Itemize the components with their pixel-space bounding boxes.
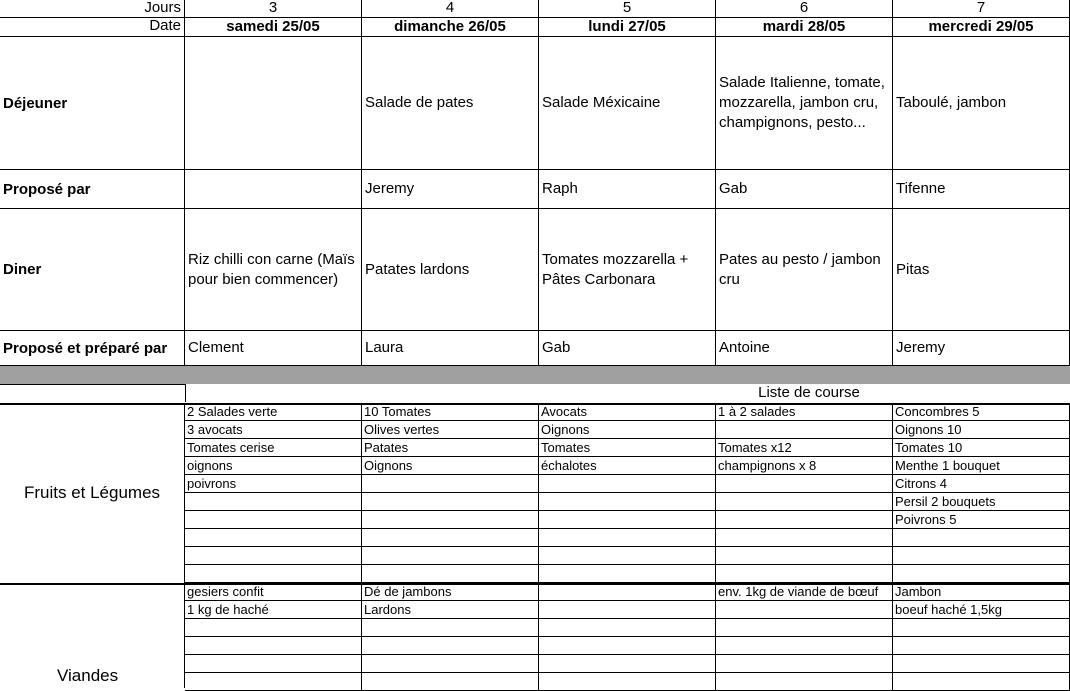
fruits-cell[interactable] (185, 529, 362, 547)
row-diner-label: Diner (0, 209, 185, 331)
day-number[interactable]: 3 (185, 0, 362, 18)
viandes-cell[interactable] (185, 619, 362, 637)
liste-de-course-title: Liste de course (758, 385, 860, 401)
viandes-cell[interactable]: env. 1kg de viande de bœuf (716, 583, 893, 601)
separator-band (0, 366, 1070, 384)
fruits-cell[interactable] (539, 565, 716, 583)
row-propose-par-label: Proposé par (0, 170, 185, 209)
viandes-cell[interactable] (362, 673, 539, 691)
row-propose-par-cell[interactable]: Gab (716, 170, 893, 209)
day-date[interactable]: mardi 28/05 (716, 18, 893, 37)
viandes-cell[interactable] (185, 637, 362, 655)
fruits-cell[interactable]: oignons (185, 457, 362, 475)
fruits-cell[interactable]: 3 avocats (185, 421, 362, 439)
viandes-label: Viandes (0, 583, 185, 688)
viandes-cell[interactable] (893, 673, 1070, 691)
viandes-cell[interactable] (539, 601, 716, 619)
fruits-cell[interactable]: Poivrons 5 (893, 511, 1070, 529)
row-dejeuner-cell[interactable] (185, 37, 362, 170)
fruits-cell[interactable] (539, 547, 716, 565)
row-diner-cell[interactable]: Patates lardons (362, 209, 539, 331)
viandes-cell[interactable] (716, 601, 893, 619)
fruits-cell[interactable] (716, 421, 893, 439)
row-propose-par-cell[interactable]: Tifenne (893, 170, 1070, 209)
fruits-cell[interactable] (362, 511, 539, 529)
row-diner-cell[interactable]: Riz chilli con carne (Maïs pour bien commencer) (185, 209, 362, 331)
fruits-cell[interactable]: 10 Tomates (362, 403, 539, 421)
date-label: Date (0, 18, 185, 37)
viandes-cell[interactable]: Dé de jambons (362, 583, 539, 601)
viandes-cell[interactable] (539, 619, 716, 637)
fruits-cell[interactable] (716, 511, 893, 529)
viandes-cell[interactable] (893, 655, 1070, 673)
row-prepare-par-label: Proposé et préparé par (0, 331, 185, 366)
viandes-cell[interactable] (716, 673, 893, 691)
fruits-cell[interactable] (716, 529, 893, 547)
fruits-cell[interactable]: champignons x 8 (716, 457, 893, 475)
fruits-cell[interactable] (362, 475, 539, 493)
grid-line (185, 384, 186, 402)
fruits-cell[interactable]: Olives vertes (362, 421, 539, 439)
fruits-cell[interactable] (539, 493, 716, 511)
fruits-cell[interactable] (893, 547, 1070, 565)
viandes-cell[interactable]: boeuf haché 1,5kg (893, 601, 1070, 619)
viandes-cell[interactable]: gesiers confit (185, 583, 362, 601)
row-diner-cell[interactable]: Pates au pesto / jambon cru (716, 209, 893, 331)
row-dejeuner-cell[interactable]: Salade Méxicaine (539, 37, 716, 170)
viandes-cell[interactable] (893, 619, 1070, 637)
viandes-cell[interactable] (362, 637, 539, 655)
viandes-cell[interactable] (539, 637, 716, 655)
viandes-cell[interactable] (539, 655, 716, 673)
fruits-cell[interactable] (362, 565, 539, 583)
fruits-cell[interactable] (185, 493, 362, 511)
fruits-cell[interactable]: Tomates x12 (716, 439, 893, 457)
day-date[interactable]: lundi 27/05 (539, 18, 716, 37)
viandes-cell[interactable] (185, 655, 362, 673)
fruits-cell[interactable] (185, 511, 362, 529)
fruits-cell[interactable]: échalotes (539, 457, 716, 475)
fruits-cell[interactable] (893, 529, 1070, 547)
day-date[interactable]: dimanche 26/05 (362, 18, 539, 37)
row-diner-cell[interactable]: Pitas (893, 209, 1070, 331)
row-prepare-par-cell[interactable]: Antoine (716, 331, 893, 366)
fruits-cell[interactable]: 2 Salades verte (185, 403, 362, 421)
day-number[interactable]: 4 (362, 0, 539, 18)
fruits-cell[interactable] (185, 547, 362, 565)
viandes-cell[interactable] (716, 619, 893, 637)
row-prepare-par-cell[interactable]: Clement (185, 331, 362, 366)
fruits-cell[interactable] (716, 565, 893, 583)
fruits-cell[interactable]: Concombres 5 (893, 403, 1070, 421)
fruits-cell[interactable] (893, 565, 1070, 583)
viandes-cell[interactable] (362, 655, 539, 673)
row-diner-cell[interactable]: Tomates mozzarella + Pâtes Carbonara (539, 209, 716, 331)
fruits-cell[interactable]: poivrons (185, 475, 362, 493)
fruits-cell[interactable]: Oignons 10 (893, 421, 1070, 439)
fruits-cell[interactable] (716, 547, 893, 565)
fruits-cell[interactable] (362, 529, 539, 547)
day-number[interactable]: 5 (539, 0, 716, 18)
fruits-cell[interactable] (716, 493, 893, 511)
fruits-cell[interactable]: Oignons (362, 457, 539, 475)
day-date[interactable]: samedi 25/05 (185, 18, 362, 37)
fruits-cell[interactable]: Citrons 4 (893, 475, 1070, 493)
row-prepare-par-cell[interactable]: Laura (362, 331, 539, 366)
fruits-cell[interactable]: Patates (362, 439, 539, 457)
viandes-cell[interactable] (185, 673, 362, 691)
viandes-cell[interactable] (893, 637, 1070, 655)
fruits-cell[interactable]: Tomates 10 (893, 439, 1070, 457)
viandes-cell[interactable]: 1 kg de haché (185, 601, 362, 619)
fruits-cell[interactable] (716, 475, 893, 493)
row-prepare-par-cell[interactable]: Jeremy (893, 331, 1070, 366)
row-propose-par-cell[interactable]: Jeremy (362, 170, 539, 209)
row-prepare-par-cell[interactable]: Gab (539, 331, 716, 366)
jours-label: Jours (0, 0, 185, 18)
fruits-cell[interactable] (362, 493, 539, 511)
separator-line (0, 384, 185, 385)
viandes-cell[interactable]: Lardons (362, 601, 539, 619)
fruits-cell[interactable] (539, 475, 716, 493)
viandes-cell[interactable] (716, 655, 893, 673)
viandes-cell[interactable] (716, 637, 893, 655)
row-dejeuner-cell[interactable]: Salade de pates (362, 37, 539, 170)
row-dejeuner-cell[interactable]: Salade Italienne, tomate, mozzarella, jambon cru, champignons, pesto... (716, 37, 893, 170)
fruits-cell[interactable]: Oignons (539, 421, 716, 439)
viandes-cell[interactable]: Jambon (893, 583, 1070, 601)
viandes-cell[interactable] (539, 583, 716, 601)
fruits-cell[interactable]: Persil 2 bouquets (893, 493, 1070, 511)
row-dejeuner-cell[interactable]: Taboulé, jambon (893, 37, 1070, 170)
fruits-cell[interactable]: Tomates (539, 439, 716, 457)
day-date[interactable]: mercredi 29/05 (893, 18, 1070, 37)
day-number[interactable]: 6 (716, 0, 893, 18)
row-propose-par-cell[interactable] (185, 170, 362, 209)
fruits-cell[interactable]: Avocats (539, 403, 716, 421)
fruits-cell[interactable]: Tomates cerise (185, 439, 362, 457)
fruits-cell[interactable] (362, 547, 539, 565)
day-number[interactable]: 7 (893, 0, 1070, 18)
fruits-cell[interactable] (539, 529, 716, 547)
fruits-cell[interactable]: 1 à 2 salades (716, 403, 893, 421)
fruits-cell[interactable] (185, 565, 362, 583)
row-propose-par-cell[interactable]: Raph (539, 170, 716, 209)
row-dejeuner-label: Déjeuner (0, 37, 185, 170)
fruits-cell[interactable] (539, 511, 716, 529)
viandes-cell[interactable] (362, 619, 539, 637)
fruits-cell[interactable]: Menthe 1 bouquet (893, 457, 1070, 475)
viandes-cell[interactable] (539, 673, 716, 691)
fruits-legumes-label: Fruits et Légumes (0, 403, 185, 583)
